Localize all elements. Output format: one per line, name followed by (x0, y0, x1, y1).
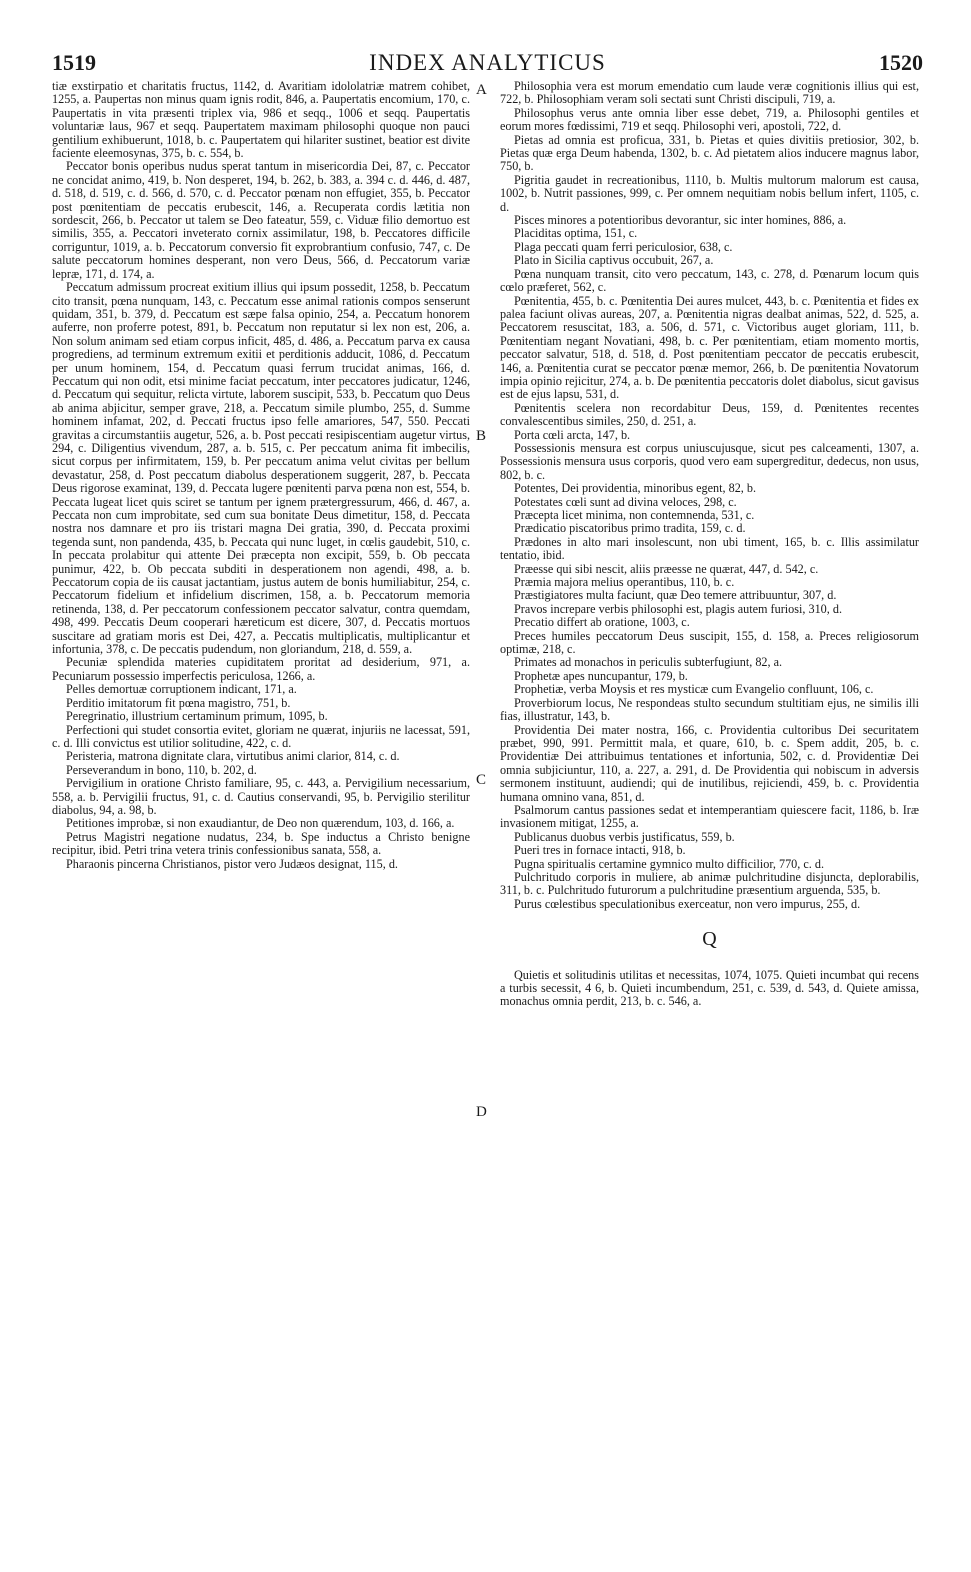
index-entry: Pœnitentia, 455, b. c. Pœnitentia Dei aures mulcet, 443, b. c. Pœnitentia et fides ex palea faciunt olivas aureas, 207, a. Pœnitentia nigras dealbat animas, 522, d. 525, a. Peccatorem resuscitat, 183, a. 506, d. 571, c. Victoribus auget gloriam, 111, b. Pœnitentiam negant Novatiani, 498, b. c. Per pœnitentiam, etiam momento mortis, peccator salvatur, 518, d. 518, d. Post pœnitentiam peccator de peccatis erubescit, 146, a. Pœnitentia curat se peccator pœnæ memor, 266, b. De pœnitentia Novatorum impia opinio rejicitur, 274, a. b. De pœnitentia peccatoris dolet diabolus, sicut gavisus est de ejus lapsu, 531, d. (500, 293, 919, 402)
index-entry: Peristeria, matrona dignitate clara, virtutibus animi clarior, 814, c. d. (66, 749, 400, 764)
index-entry: Pueri tres in fornace intacti, 918, b. (514, 843, 686, 858)
index-entry: Plato in Sicilia captivus occubuit, 267, a. (514, 253, 714, 268)
index-entry: Pulchritudo corporis in muliere, ab animæ pulchritudine disjuncta, deplorabilis, 311, b. c. Pulchritudo futurorum a pulchritudine præsentium arguenda, 535, b. (500, 869, 919, 898)
page-number-left: 1519 (52, 50, 96, 75)
index-entry: Porta cœli arcta, 147, b. (514, 427, 631, 442)
index-entry: Pugna spiritualis certamine gymnico multo difficilior, 770, c. d. (514, 856, 825, 871)
margin-letter-c: C (476, 772, 487, 788)
index-entry: Pharaonis pincerna Christianos, pistor vero Judæos designat, 115, d. (66, 856, 398, 871)
index-entry: Providentia Dei mater nostra, 166, c. Providentia cultoribus Dei securitatem præbet, 990, 991. Permittit mala, et quare, 610, b. c. Spem addit, 205, b. c. Providentiæ Dei attribuimus tentationes et infortunia, 502, c. d. Providentiæ Dei omnia subjiciuntur, 110, a. 227, a. 291, d. De Providentia qui nobiscum in adversis sermonem instituunt, audiendi; qui de inutilibus, rejiciendi, 459, b. c. Providentia humana omnino vana, 851, d. (500, 722, 919, 804)
index-entry: Placiditas optima, 151, c. (514, 226, 638, 241)
index-entry: Præstigiatores multa faciunt, quæ Deo temere attribuuntur, 307, d. (514, 588, 837, 603)
page-number-right: 1520 (879, 50, 923, 75)
index-entry: Precatio differt ab oratione, 1003, c. (514, 615, 690, 630)
index-entry: Peregrinatio, illustrium certaminum primum, 1095, b. (66, 709, 328, 724)
index-entry: Philosophus verus ante omnia liber esse debet, 719, a. Philosophi gentiles et eorum mores fœdissimi, 719 et seqq. Philosophi veri, apostoli, 722, d. (500, 105, 919, 134)
index-entry: Publicanus duobus verbis justificatus, 559, b. (514, 829, 735, 844)
index-entry: Pecuniæ splendida materies cupiditatem proritat ad desiderium, 971, a. Pecuniarum possessio imperfectis periculosa, 1266, a. (52, 655, 470, 683)
index-entry: Prophetæ apes nuncupantur, 179, b. (514, 668, 688, 683)
index-entry: Petitiones improbæ, si non exaudiantur, de Deo non quærendum, 103, d. 166, a. (66, 816, 455, 831)
page-header (52, 50, 923, 80)
index-entry: Prædones in alto mari insolescunt, non ubi timent, 165, b. c. Illis assimilatur tentatio, ibid. (500, 534, 919, 563)
running-title: INDEX ANALYTICUS (369, 50, 606, 75)
index-entry: Peccator bonis operibus nudus sperat tantum in misericordia Dei, 87, c. Peccator ne concidat animo, 419, b. Non desperet, 194, b. 262, b. 383, a. 394 c. d. 446, d. 487, d. 518, d. 519, c. d. 566, d. 570, c. d. Peccator pœnam non effugiet, 355, b. Peccator post pœnitentiam de peccatis erubescit, 146, a. Recuperata cordis lætitia non sordescit, 266, b. Peccator ut talem se Deo fateatur, 559, c. Viduæ filio demortuo est similis, 355, a. Peccatori inveterato cornix assimilatur, 198, b. Peccatores difficile corriguntur, 1019, a. b. Peccatorum conversio fit exprobrantium confusio, 747, c. De salute peccatorum homines desperant, non vero Deus, 566, d. Peccatorum variæ lepræ, 171, d. 174, a. (52, 159, 470, 281)
index-entry: Pigritia gaudet in recreationibus, 1110, b. Multis multorum malorum est causa, 1002, b. Nutrit passiones, 999, c. Per omnem nequitiam nobis bellum infert, 1105, c. d. (500, 172, 919, 214)
index-entry: Præesse qui sibi nescit, aliis præesse ne quærat, 447, d. 542, c. (514, 561, 819, 576)
index-entry: Præcepta licet minima, non contemnenda, 531, c. (514, 508, 755, 522)
index-entry: Prophetiæ, verba Moysis et res mysticæ cum Evangelio confluunt, 106, c. (514, 682, 874, 697)
index-entry: Pelles demortuæ corruptionem indicant, 171, a. (66, 682, 297, 697)
index-entry: Prædicatio piscatoribus primo tradita, 159, c. d. (514, 521, 746, 536)
index-entry: Peccatum admissum procreat exitium illius qui ipsum possedit, 1258, b. Peccatum cito transit, pœna nunquam, 143, c. Peccatum esse animal rationis compos senserunt quidam, 351, b. 379, d. Peccatum est sæpe falsa opinio, 254, a. Peccatum honorem auferre, non proferre potest, 891, b. Peccatum non reputatur si lex non est, 206, a. Non solum animam sed etiam corpus inficit, 485, d. 486, a. Peccatum parva ex causa progrediens, ad terminum extremum exitii et perditionis adducit, 1086, d. Peccatum per unum hominem, 154, d. Peccatum quasi ferrum trucidat animas, 166, d. Peccatum qui non odit, etsi minime faciat peccatum, inter peccatores judicatur, 1246, d. Peccatum qui sequitur, relicta virtute, laborem suscipit, 533, b. Peccatum quo Deus ab anima abjicitur, semper grave, 218, a. Peccatum simile plumbo, 255, d. Summe hominem infamat, 202, d. Peccati fructus ipso felle amariores, 547, 550. Peccati gravitas a circumstantiis augetur, 526, a. b. Post peccati resipiscentiam augetur virtus, 294, c. Diligentius vivendum, 287, a. b. 515, c. Per peccatum anima fit imbecilis, sicut corpus per infirmitatem, 159, b. Per peccatum anima velut civitas per bellum devastatur, 258, d. Post peccatum diabolus desperationem suggerit, 287, b. Peccata Deus rigorose examinat, 139, d. Peccata lugere pœnitenti parva pœna non est, 554, b. Peccata lugeat licet quis sciret se tantum per ignem prætergressurum, 466, d. 467, a. Peccata non cum improbitate, sed cum sua bonitate Deus dimetitur, 158, d. Peccata nostra nos damnare et pro iis tristari magna Dei gratia, 390, d. Peccata proximi tegenda sunt, non pandenda, 435, b. Peccata qui nunc luget, in cœlis gaudebit, 510, c. In peccata prolabitur qui attente Dei præcepta non excipit, 559, b. Ob peccata punimur, 422, b. Ob peccata subditi in desperationem non agendi, 498, a. b. Peccatorum copia de iis causat jactantiam, justus autem de bonis humiliabitur, 254, c. Peccatorum fidelium et infidelium discrimen, 158, a. b. Peccatorum memoria retinenda, 138, d. Per peccatorum confessionem peccator salvatur, contra quemdam, 498, 499. Peccatis Deum cooperari hæreticum est dicere, 307, d. Peccatis mortuos suscitare ad gratiam moris est Dei, 427, a. Peccatis multiplicatis, multiplicantur et infortunia, 378, c. De peccatis pudendum, non gloriandum, 218, d. 559, a. (52, 280, 470, 657)
margin-letter-b: B (476, 428, 487, 444)
index-entry: Pietas ad omnia est proficua, 331, b. Pietas et quies divitiis pretiosior, 302, b. Pietas quæ erga Deum habenda, 1302, b. c. Ad pietatem alios inducere magnus labor, 750, b. (500, 132, 919, 174)
index-entry: Plaga peccati quam ferri periculosior, 638, c. (514, 239, 733, 254)
index-entry: Pisces minores a potentioribus devorantur, sic inter homines, 886, a. (514, 213, 847, 228)
index-entry: Perditio imitatorum fit pœna magistro, 751, b. (66, 695, 291, 710)
index-entry: Pœnitentis scelera non recordabitur Deus, 159, d. Pœnitentes recentes convalescentibus similes, 250, d. 251, a. (500, 400, 919, 429)
index-entry: Proverbiorum locus, Ne respondeas stulto secundum stultitiam ejus, ne similis illi fias, illustratur, 143, b. (500, 695, 919, 724)
index-entry: Pravos increpare verbis philosophi est, plagis autem furiosi, 310, d. (514, 601, 842, 616)
index-entry: Pœna nunquam transit, cito vero peccatum, 143, c. 278, d. Pœnarum locum quis cœlo præferet, 562, c. (500, 266, 919, 295)
index-entry: Primates ad monachos in periculis subterfugiunt, 82, a. (514, 655, 783, 670)
index-entry: Preces humiles peccatorum Deus suscipit, 155, d. 158, a. Preces religiosorum optimæ, 218, c. (500, 628, 919, 657)
index-entry: tiæ exstirpatio et charitatis fructus, 1142, d. Avaritiam idololatriæ matrem cohibet, 1255, a. Paupertas non minus quam ignis rodit, 846, a. Paupertatis encomium, 170, c. Paupertatis in vita præsenti triplex via, 986 et seqq., 1006 et seqq. Paupertatis voluntariæ laus, 967 et seqq. Paupertatem maximam philosophi quoque non pauci gentilium exhibuerunt, 1018, b. c. Paupertatem qui hilariter sustinet, beatior est divite faciente eleemosynas, 375, b. c. 554, b. (52, 79, 470, 161)
index-entry: Potestates cœli sunt ad divina veloces, 298, c. (514, 494, 737, 509)
index-entry: Purus cœlestibus speculationibus exerceatur, non vero impurus, 255, d. (514, 896, 861, 911)
margin-letter-d: D (476, 1104, 487, 1120)
index-entry: Quietis et solitudinis utilitas et necessitas, 1074, 1075. Quieti incumbat qui recens a turbis secessit, 4 6, b. Quieti incumbendum, 251, c. 539, d. 543, d. Quiete amissa, monachus omnia perdit, 213, b. c. 546, a. (500, 967, 919, 1009)
index-entry: Psalmorum cantus passiones sedat et intemperantiam quiescere facit, 1186, b. Iræ invasionem mitigat, 1255, a. (500, 802, 919, 831)
section-letter-q: Q (702, 928, 717, 951)
left-column (52, 80, 470, 871)
index-entry: Pervigilium in oratione Christo familiare, 95, c. 443, a. Pervigilium necessarium, 558, a. b. Pervigilii fructus, 91, c. d. Cautius conservandi, 95, b. Pervigilio sterilitur diabolus, 94, a. 98, b. (52, 776, 470, 817)
index-entry: Philosophia vera est morum emendatio cum laude veræ cognitionis illius qui est, 722, b. Philosophiam veram soli sectati sunt Christi discipuli, 719, a. (500, 79, 919, 107)
index-entry: Potentes, Dei providentia, minoribus egent, 82, b. (514, 481, 757, 496)
right-column (500, 80, 919, 1009)
index-entry: Perfectioni qui studet consortia evitet, gloriam ne quærat, injuriis ne lacessat, 591, c. d. Illi convictus est utilior solitudine, 422, c. d. (52, 722, 470, 750)
margin-letter-a: A (476, 82, 487, 98)
index-entry: Præmia majora melius operantibus, 110, b. c. (514, 575, 735, 590)
index-entry: Perseverandum in bono, 110, b. 202, d. (66, 762, 257, 777)
index-entry: Petrus Magistri negatione nudatus, 234, b. Spe inductus a Christo benigne recipitur, ibid. Petri trina vetera trinis confessionibus sanata, 558, a. (52, 829, 470, 858)
index-entry: Possessionis mensura est corpus uniuscujusque, sicut pes calceamenti, 1307, a. Possessionis mensura usus corporis, quod vero eam supergreditur, dedecus, non usus, 802, b. c. (500, 440, 919, 482)
